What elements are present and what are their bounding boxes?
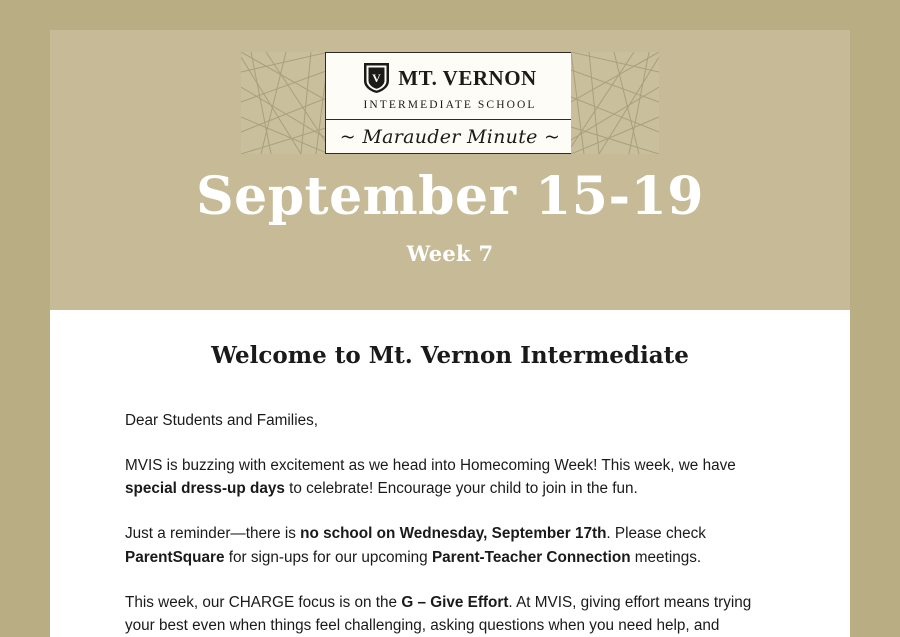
svg-text:V: V — [372, 71, 382, 85]
greeting-text: Dear Students and Families, — [125, 411, 319, 429]
charge-text-1: This week, our CHARGE focus is on the — [125, 593, 402, 611]
parentsquare-emphasis: ParentSquare — [125, 548, 225, 566]
logo-strip — [241, 52, 659, 154]
newsletter-content-card — [50, 310, 850, 637]
logo-divider — [326, 119, 574, 120]
newsletter-date-range: September 15-19 — [196, 166, 704, 227]
give-effort-emphasis: G – Give Effort — [401, 593, 509, 611]
reminder-text-2: . Please check — [606, 525, 706, 543]
top-margin-spacer — [0, 0, 900, 30]
reminder-text-4: meetings. — [630, 548, 702, 566]
shield-crest-icon — [363, 62, 390, 94]
reminder-paragraph — [125, 500, 775, 569]
school-logo-card — [325, 52, 575, 154]
parent-teacher-connection-emphasis: Parent-Teacher Connection — [431, 548, 631, 566]
charge-text-2: . At MVIS, giving effort means trying your best even when things feel challenging, asking questions when you need help, and — [125, 593, 752, 635]
dress-up-days-emphasis: special dress-up days — [125, 480, 285, 498]
school-name: MT. VERNON — [398, 65, 537, 90]
school-type: INTERMEDIATE SCHOOL — [363, 99, 537, 111]
homecoming-text-2: to celebrate! Encourage your child to join in the fun. — [284, 480, 638, 498]
spiderweb-decoration-icon — [571, 52, 659, 154]
newsletter-tagline: ~ Marauder Minute ~ — [339, 126, 561, 148]
reminder-text-3: for sign-ups for our upcoming — [224, 548, 432, 566]
greeting-paragraph — [125, 369, 775, 432]
newsletter-body-text — [50, 369, 850, 637]
homecoming-paragraph — [125, 432, 775, 501]
no-school-emphasis: no school on Wednesday, September 17th — [300, 525, 607, 543]
homecoming-text-1: MVIS is buzzing with excitement as we head into Homecoming Week! This week, we have — [125, 456, 736, 474]
logo-row — [363, 62, 536, 94]
reminder-text-1: Just a reminder—there is — [125, 525, 301, 543]
newsletter-body — [50, 30, 850, 637]
welcome-heading: Welcome to Mt. Vernon Intermediate — [211, 341, 689, 369]
newsletter-banner — [50, 30, 850, 310]
spiderweb-decoration-icon — [241, 52, 329, 154]
newsletter-week: Week 7 — [406, 240, 494, 266]
charge-focus-paragraph — [125, 569, 775, 637]
